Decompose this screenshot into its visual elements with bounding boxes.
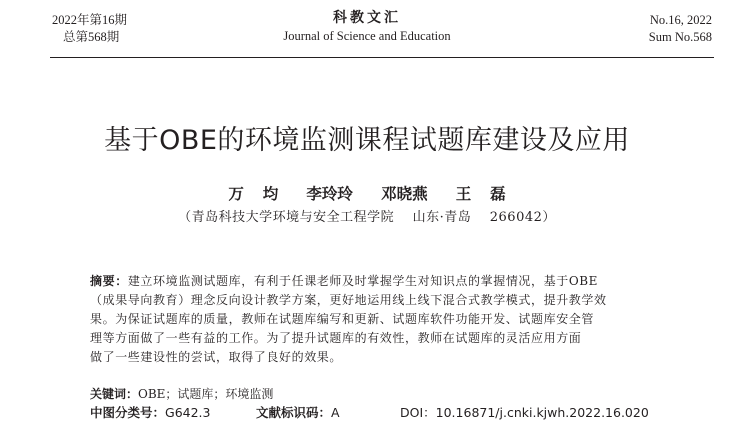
doc-code-label: 文献标识码： [256,405,332,420]
author-affiliation: （青岛科技大学环境与安全工程学院 山东·青岛 266042） [178,210,556,225]
issue-number-en: No.16, 2022 [649,13,712,27]
abstract-label: 摘要： [90,274,128,288]
issue-info-en [649,12,712,46]
doi-group [400,405,649,421]
journal-name-cn: 科教文汇 [333,11,401,26]
journal-name-en: Journal of Science and Education [283,29,451,43]
doi-value: 10.16871/j.cnki.kjwh.2022.16.020 [435,405,649,420]
keywords [90,386,273,402]
abstract-line [90,272,670,291]
abstract-text: 建立环境监测试题库，有利于任课老师及时掌握学生对知识点的掌握情况，基于OBE [127,274,599,288]
doc-code-group [256,405,400,421]
issue-info-cn [52,12,127,46]
abstract-line: 果。为保证试题库的质量，教师在试题库编写和更新、试题库软件功能开发、试题库安全管 [90,312,595,326]
classification-line [90,405,649,421]
header-divider [50,57,714,58]
issue-sum-en: Sum No.568 [648,30,712,44]
keywords-label: 关键词： [90,387,139,401]
clc-label: 中图分类号： [90,405,166,420]
issue-year-number: 2022年第16期 [52,13,128,27]
clc-group [90,405,256,421]
clc-value: G642.3 [165,405,211,420]
article-title: 基于OBE的环境监测课程试题库建设及应用 [104,125,630,156]
issue-total-number: 总第568期 [63,30,120,44]
abstract-line: 理等方面做了一些有益的工作。为了提升试题库的有效性，教师在试题库的灵活应用方面 [90,331,582,345]
doi-label: DOI： [400,405,436,420]
abstract-line: （成果导向教育）理念反向设计教学方案，更好地运用线上线下混合式教学模式，提升教学效 [90,293,607,307]
article-authors: 万 均 李玲玲 邓晓燕 王 磊 [228,185,506,203]
journal-masthead [250,10,484,45]
doc-code-value: A [331,405,340,420]
abstract-line: 做了一些建设性的尝试，取得了良好的效果。 [90,350,343,364]
abstract [90,272,670,367]
keywords-value: OBE；试题库；环境监测 [138,387,274,401]
